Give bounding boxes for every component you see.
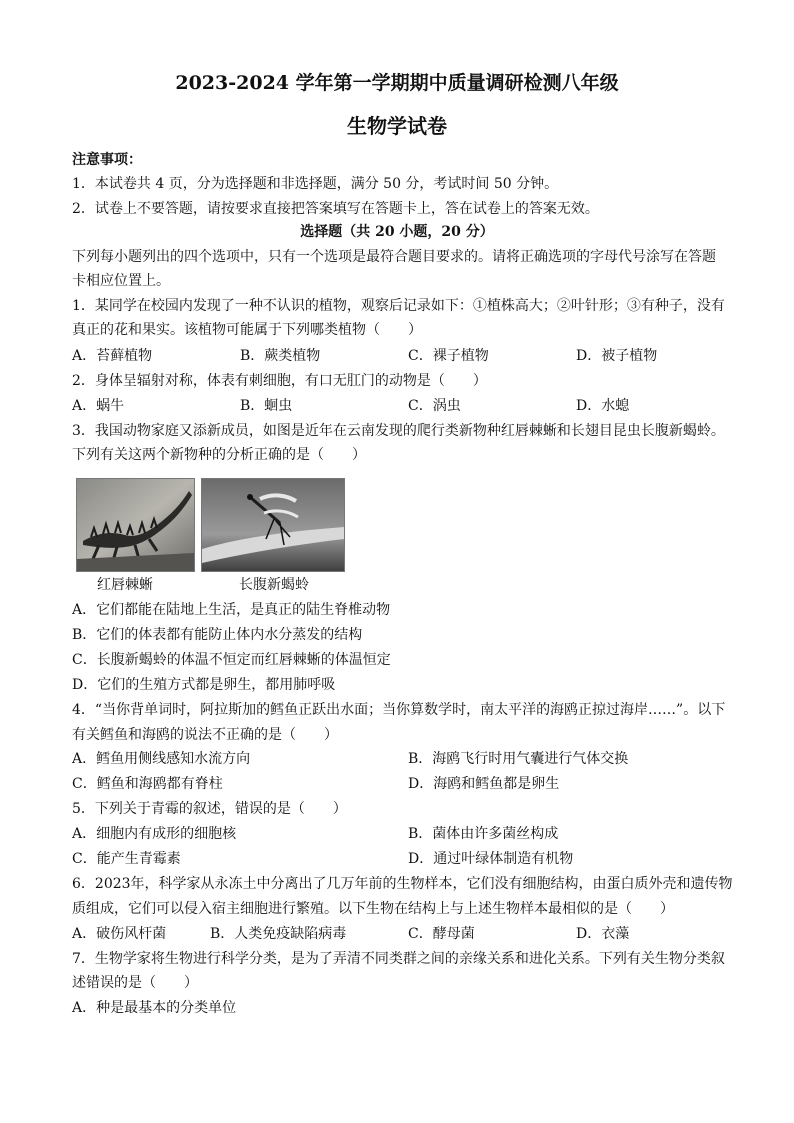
figure-caption: 长腹新蝎蛉	[239, 577, 309, 593]
option: C．鳕鱼和海鸥都有脊柱	[72, 776, 223, 792]
option: D．水螅	[576, 398, 630, 414]
figure-caption: 红唇棘蜥	[97, 577, 153, 593]
option: D．衣藻	[576, 926, 630, 942]
exam-title: 2023-2024 学年第一学期期中质量调研检测八年级	[175, 72, 619, 94]
note-item: 2．试卷上不要答题，请按要求直接把答案填写在答题卡上，答在试卷上的答案无效。	[72, 201, 599, 217]
option: D．它们的生殖方式都是卵生，都用肺呼吸	[72, 677, 336, 693]
exam-subtitle: 生物学试卷	[347, 114, 447, 138]
section-instruction: 下列每小题列出的四个选项中，只有一个选项是最符合题目要求的。请将正确选项的字母代号涂写在答题	[72, 249, 716, 265]
option: A．破伤风杆菌	[72, 926, 167, 942]
question-stem: 有关鳕鱼和海鸥的说法不正确的是（ ）	[72, 727, 338, 743]
lizard-photo	[76, 478, 195, 572]
option: D．被子植物	[576, 348, 658, 364]
notes-heading: 注意事项：	[72, 152, 142, 168]
option: C．涡虫	[408, 398, 461, 414]
option: A．细胞内有成形的细胞核	[72, 826, 237, 842]
option: A．鳕鱼用侧线感知水流方向	[72, 751, 251, 767]
option: D．通过叶绿体制造有机物	[408, 851, 574, 867]
question-stem: 1．某同学在校园内发现了一种不认识的植物，观察后记录如下：①植株高大；②叶针形；③有种子，没有	[72, 298, 725, 314]
question-stem: 下列有关这两个新物种的分析正确的是（ ）	[72, 447, 366, 463]
option: C．能产生青霉素	[72, 851, 181, 867]
note-item: 1．本试卷共 4 页，分为选择题和非选择题，满分 50 分，考试时间 50 分钟。	[72, 176, 559, 192]
option: A．它们都能在陆地上生活，是真正的陆生脊椎动物	[72, 602, 391, 618]
question-stem: 5．下列关于青霉的叙述，错误的是（ ）	[72, 801, 347, 817]
question-stem: 述错误的是（ ）	[72, 975, 198, 991]
option: A．苔藓植物	[72, 348, 153, 364]
question-stem: 7．生物学家将生物进行科学分类，是为了弄清不同类群之间的亲缘关系和进化关系。下列有关生物分类叙	[72, 951, 725, 967]
question-stem: 3．我国动物家庭又添新成员，如图是近年在云南发现的爬行类新物种红唇棘蜥和长翅目昆虫长腹新蝎蛉。	[72, 423, 725, 439]
option: B．蛔虫	[240, 398, 293, 414]
option: B．蕨类植物	[240, 348, 321, 364]
option: C．酵母菌	[408, 926, 475, 942]
section-heading: 选择题（共 20 小题，20 分）	[300, 224, 494, 240]
scorpionfly-photo	[201, 478, 345, 572]
question-stem: 6．2023年，科学家从永冻土中分离出了几万年前的生物样本，它们没有细胞结构，由蛋白质外壳和遗传物	[72, 876, 733, 892]
option: A．种是最基本的分类单位	[72, 1000, 237, 1016]
option: B．它们的体表都有能防止体内水分蒸发的结构	[72, 627, 363, 643]
option: C．长腹新蝎蛉的体温不恒定而红唇棘蜥的体温恒定	[72, 652, 391, 668]
option: B．菌体由许多菌丝构成	[408, 826, 559, 842]
option: B．人类免疫缺陷病毒	[210, 926, 347, 942]
option: A．蜗牛	[72, 398, 125, 414]
option: B．海鸥飞行时用气囊进行气体交换	[408, 751, 629, 767]
section-instruction: 卡相应位置上。	[72, 273, 170, 289]
question-stem: 2．身体呈辐射对称，体表有刺细胞，有口无肛门的动物是（ ）	[72, 373, 487, 389]
question-stem: 真正的花和果实。该植物可能属于下列哪类植物（ ）	[72, 322, 422, 338]
option: C．裸子植物	[408, 348, 489, 364]
question-stem: 4．“当你背单词时，阿拉斯加的鳕鱼正跃出水面；当你算数学时，南太平洋的海鸥正掠过海岸……”。以下	[72, 702, 726, 718]
question-stem: 质组成，它们可以侵入宿主细胞进行繁殖。以下生物在结构上与上述生物样本最相似的是（ ）	[72, 901, 674, 917]
option: D．海鸥和鳕鱼都是卵生	[408, 776, 560, 792]
